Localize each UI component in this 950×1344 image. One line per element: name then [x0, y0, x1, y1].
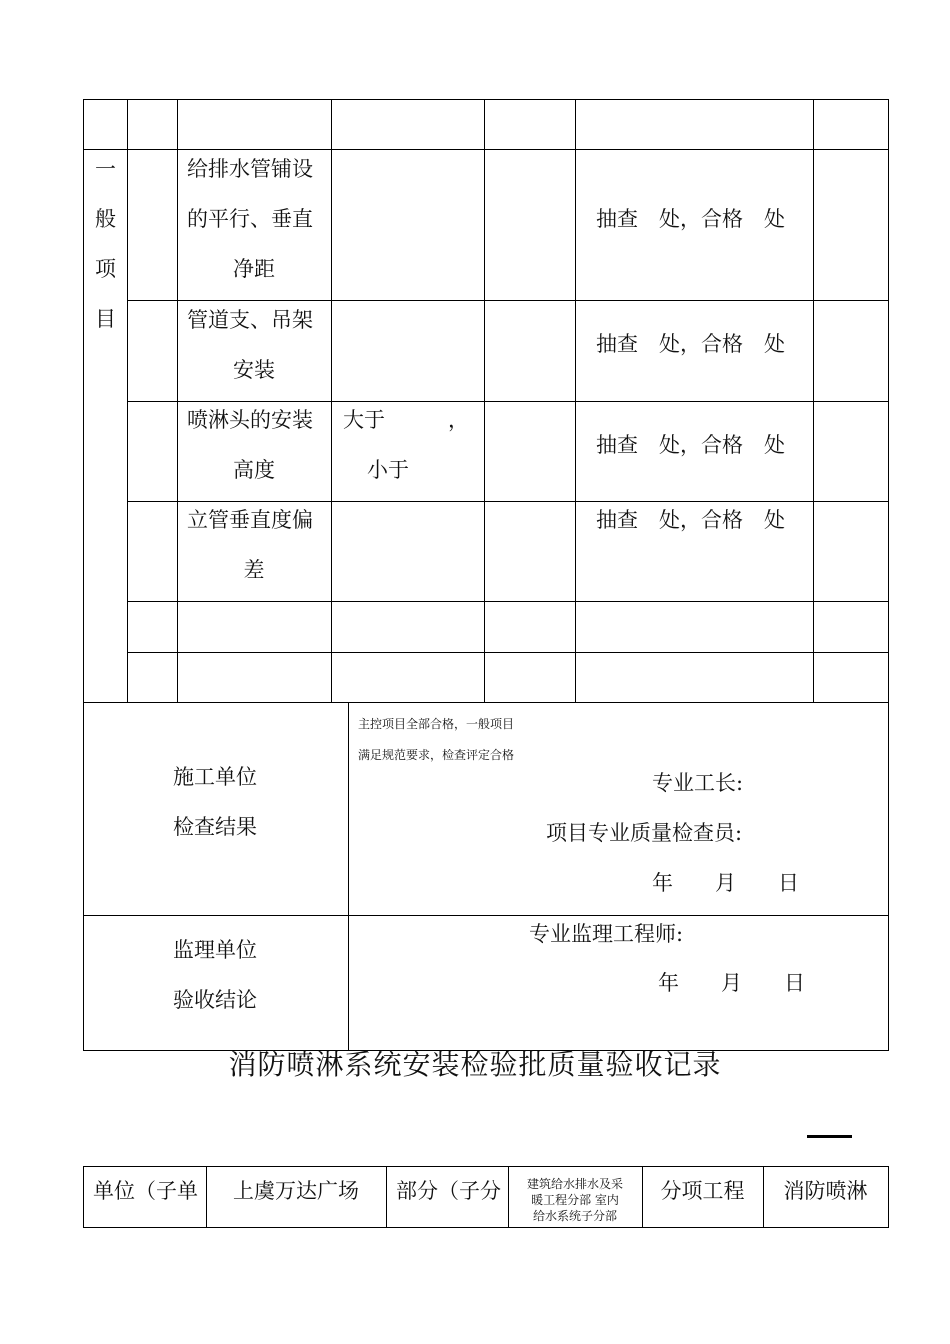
check-result: 抽查 处，合格 处 [596, 207, 785, 231]
table-rule [83, 915, 889, 916]
category-char: 项 [95, 257, 116, 281]
foreman-signature-label: 专业工长: [652, 771, 744, 795]
date-field: 年 月 日 [652, 871, 799, 895]
check-result: 抽查 处，合格 处 [596, 508, 785, 532]
supervision-label: 验收结论 [173, 988, 257, 1012]
unit-value: 上虞万达广场 [233, 1179, 359, 1203]
table-rule [888, 1166, 889, 1228]
underline-mark [807, 1135, 852, 1138]
category-char: 般 [95, 207, 116, 231]
item-text: 喷淋头的安装 [187, 408, 313, 432]
table-rule [484, 99, 485, 703]
item-text: 立管垂直度偏 [187, 508, 313, 532]
division-value: 建筑给水排水及采 [526, 1177, 623, 1191]
page-title: 消防喷淋系统安装检验批质量验收记录 [228, 1048, 722, 1081]
item-text: 安装 [233, 358, 275, 382]
category-char: 一 [95, 157, 116, 181]
supervision-label: 监理单位 [173, 938, 257, 962]
table-rule [83, 99, 889, 100]
item-text: 的平行、垂直 [187, 207, 313, 231]
item-text: 管道支、吊架 [187, 308, 313, 332]
table-rule [127, 652, 889, 653]
check-result: 抽查 处，合格 处 [596, 332, 785, 356]
construction-note: 主控项目全部合格，一般项目 [358, 717, 515, 731]
division-value: 给水系统子分部 [532, 1209, 617, 1223]
item-text: 高度 [233, 458, 275, 482]
table-rule [83, 1166, 84, 1228]
standard-text: 大于 ， [343, 408, 469, 432]
unit-label: 单位（子单 [93, 1179, 198, 1203]
category-char: 目 [95, 307, 116, 331]
table-rule [83, 99, 84, 1051]
division-label: 部分（子分 [396, 1179, 501, 1203]
table-rule [386, 1166, 387, 1228]
table-rule [83, 702, 889, 703]
construction-label: 检查结果 [173, 815, 257, 839]
table-rule [127, 601, 889, 602]
table-rule [331, 99, 332, 703]
date-field: 年 月 日 [658, 971, 805, 995]
construction-label: 施工单位 [173, 765, 257, 789]
subitem-value: 消防喷淋 [783, 1179, 868, 1203]
item-text: 给排水管铺设 [187, 157, 313, 181]
item-text: 差 [243, 558, 265, 582]
check-result: 抽查 处，合格 处 [596, 433, 785, 457]
engineer-signature-label: 专业监理工程师: [529, 922, 684, 946]
table-rule [813, 99, 814, 703]
table-rule [575, 99, 576, 703]
standard-text: 小于 [367, 458, 409, 482]
table-rule [83, 1227, 889, 1228]
table-rule [348, 702, 349, 1051]
table-rule [177, 99, 178, 703]
table-rule [888, 99, 889, 1051]
division-value: 暖工程分部 室内 [531, 1193, 619, 1207]
item-text: 净距 [233, 257, 275, 281]
construction-note: 满足规范要求，检查评定合格 [358, 748, 515, 762]
subitem-label: 分项工程 [660, 1179, 745, 1203]
table-rule [127, 99, 128, 703]
inspector-signature-label: 项目专业质量检查员: [546, 821, 743, 845]
